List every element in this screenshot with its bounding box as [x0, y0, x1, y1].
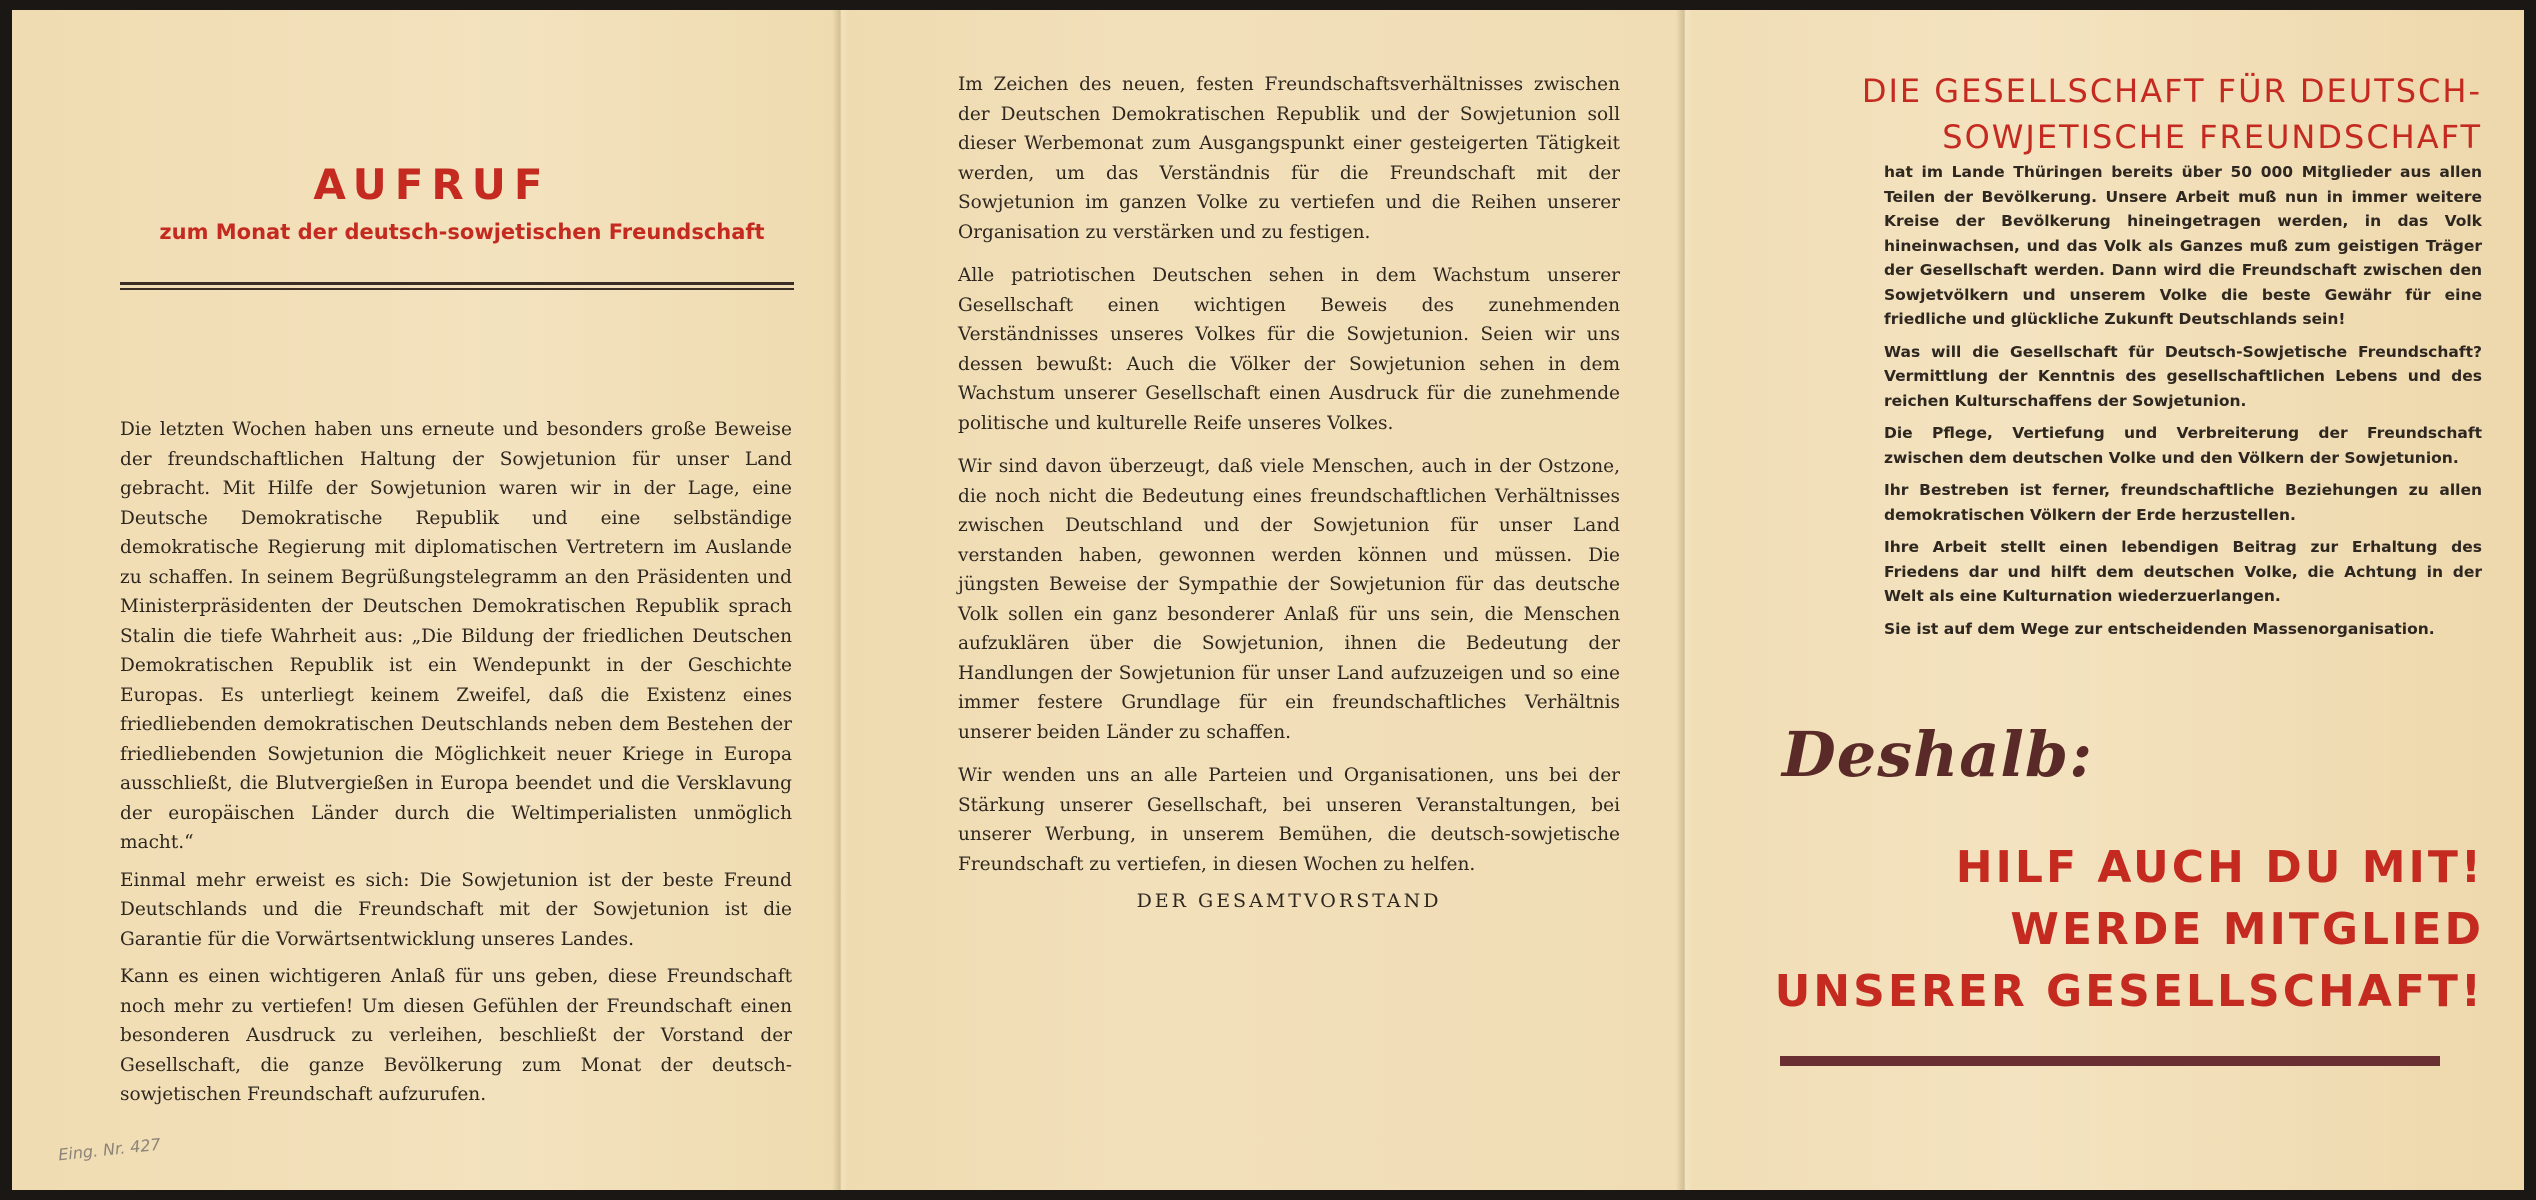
signature: DER GESAMTVORSTAND [1136, 890, 1442, 912]
paragraph: Sie ist auf dem Wege zur entscheidenden Massenorganisation. [1884, 619, 2435, 638]
left-panel [12, 10, 832, 1190]
slogan-line-2: WERDE MITGLIED [2010, 904, 2484, 955]
society-title-line-1: DIE GESELLSCHAFT FÜR DEUTSCH- [1861, 72, 2482, 110]
society-title-line-2: SOWJETISCHE FREUNDSCHAFT [1942, 118, 2482, 156]
right-panel [1692, 10, 2524, 1190]
paragraph: Im Zeichen des neuen, festen Freundschaftsverhältnisses zwischen der Deutschen Demokratischen Republik und der Sowjetunion soll dieser Werbemonat zum Ausgangspunkt einer gesteigerten Tätigkeit werden, um das Verständnis für die Freundschaft mit der Sowjetunion im ganzen Volke zu vertiefen und die Reihen unserer Organisation zu verstärken und zu festigen. [958, 74, 1620, 243]
title-rule-second [120, 288, 794, 290]
slogan-line-3: UNSERER GESELLSCHAFT! [1774, 966, 2484, 1017]
paragraph: Die Pflege, Vertiefung und Verbreiterung der Freundschaft zwischen dem deutschen Volke und den Völkern der Sowjetunion. [1884, 424, 2482, 467]
paragraph: Was will die Gesellschaft für Deutsch-Sowjetische Freundschaft? Vermittlung der Kenntnis des gesellschaftlichen Lebens und des reichen Kulturschaffens der Sowjetunion. [1884, 342, 2482, 410]
paragraph: Einmal mehr erweist es sich: Die Sowjetunion ist der beste Freund Deutschlands und die Freundschaft mit der Sowjetunion ist die Garantie für die Vorwärtsentwicklung unseres Landes. [120, 869, 792, 950]
middle-panel-text [958, 70, 1620, 893]
paragraph: Alle patriotischen Deutschen sehen in dem Wachstum unserer Gesellschaft einen wichtigen Beweis des zunehmenden Verständnisses unseres Volkes für die Sowjetunion. Seien wir uns dessen bewußt: Auch die Völker der Sowjetunion sehen in dem Wachstum unserer Gesellschaft einen Ausdruck für die zunehmende politische und kulturelle Reife unseres Volkes. [958, 265, 1620, 434]
paragraph: hat im Lande Thüringen bereits über 50 000 Mitglieder aus allen Teilen der Bevölkerung. Unsere Arbeit muß nun in immer weitere Kreise der Bevölkerung hineingetragen werden, in das Volk hineinwachsen, und das Volk als Ganzes muß zum geistigen Träger der Gesellschaft werden. Dann wird die Freundschaft zwischen den Sowjetvölkern und unserem Volke die beste Gewähr für eine friedliche und glückliche Zukunft Deutschlands sein! [1884, 163, 2482, 328]
left-panel-text [120, 415, 792, 1118]
bottom-bar [1780, 1056, 2440, 1066]
middle-panel [848, 10, 1676, 1190]
fold-line-right [1676, 10, 1692, 1190]
paragraph: Wir wenden uns an alle Parteien und Organisationen, uns bei der Stärkung unserer Gesellschaft, bei unseren Veranstaltungen, bei unserer Werbung, in unserem Bemühen, die deutsch-sowjetische Freundschaft zu vertiefen, in diesen Wochen zu helfen. [958, 765, 1620, 875]
paragraph: Ihre Arbeit stellt einen lebendigen Beitrag zur Erhaltung des Friedens dar und hilft dem deutschen Volke, die Achtung in der Welt als eine Kulturnation wiederzuerlangen. [1884, 538, 2482, 605]
pencil-archive-note: Eing. Nr. 427 [57, 1134, 162, 1165]
title-rule [120, 282, 794, 285]
society-title [1712, 68, 2482, 160]
leaflet-sheet [12, 10, 2524, 1190]
aufruf-title: AUFRUF [313, 160, 551, 209]
paragraph: Kann es einen wichtigeren Anlaß für uns geben, diese Freundschaft noch mehr zu vertiefen! Um diesen Gefühlen der Freundschaft einen besonderen Ausdruck zu verleihen, beschließt der Vorstand der Gesellschaft, die ganze Bevölkerung zum Monat der deutsch-sowjetischen Freundschaft aufzurufen. [120, 966, 792, 1105]
slogan-line-1: HILF AUCH DU MIT! [1955, 842, 2484, 893]
paragraph: Ihr Bestreben ist ferner, freundschaftliche Beziehungen zu allen demokratischen Völkern der Erde herzustellen. [1884, 481, 2482, 524]
right-panel-text [1884, 160, 2482, 649]
deshalb-heading: Deshalb: [1782, 718, 2094, 791]
aufruf-subtitle: zum Monat der deutsch-sowjetischen Freundschaft [159, 220, 765, 244]
paragraph: Wir sind davon überzeugt, daß viele Menschen, auch in der Ostzone, die noch nicht die Bedeutung eines freundschaftlichen Verhältnisses zwischen Deutschland und der Sowjetunion für unser Land verstanden haben, gewonnen werden können und müssen. Die jüngsten Beweise der Sympathie der Sowjetunion für das deutsche Volk sollen ein ganz besonderer Anlaß für uns sein, die Menschen aufzuklären über die Sowjetunion, ihnen die Bedeutung der Handlungen der Sowjetunion für unser Land aufzuzeigen und so eine immer festere Grundlage für ein freundschaftliches Verhältnis unserer beiden Länder zu schaffen. [958, 456, 1620, 743]
paragraph: Die letzten Wochen haben uns erneute und besonders große Beweise der freundschaftlichen Haltung der Sowjetunion für unser Land gebracht. Mit Hilfe der Sowjetunion waren wir in der Lage, eine Deutsche Demokratische Republik und eine selbständige demokratische Regierung mit diplomatischen Vertretern im Auslande zu schaffen. In seinem Begrüßungstelegramm an den Präsidenten und Ministerpräsidenten der Deutschen Demokratischen Republik sprach Stalin die tiefe Wahrheit aus: „Die Bildung der friedlichen Deutschen Demokratischen Republik ist ein Wendepunkt in der Geschichte Europas. Es unterliegt keinem Zweifel, daß die Existenz eines friedliebenden demokratischen Deutschlands neben dem Bestehen der friedliebenden Sowjetunion die Möglichkeit neuer Kriege in Europa ausschließt, die Blutvergießen in Europa beendet und die Versklavung der europäischen Länder durch die Weltimperialisten unmöglich macht.“ [120, 419, 792, 853]
fold-line-left [832, 10, 848, 1190]
